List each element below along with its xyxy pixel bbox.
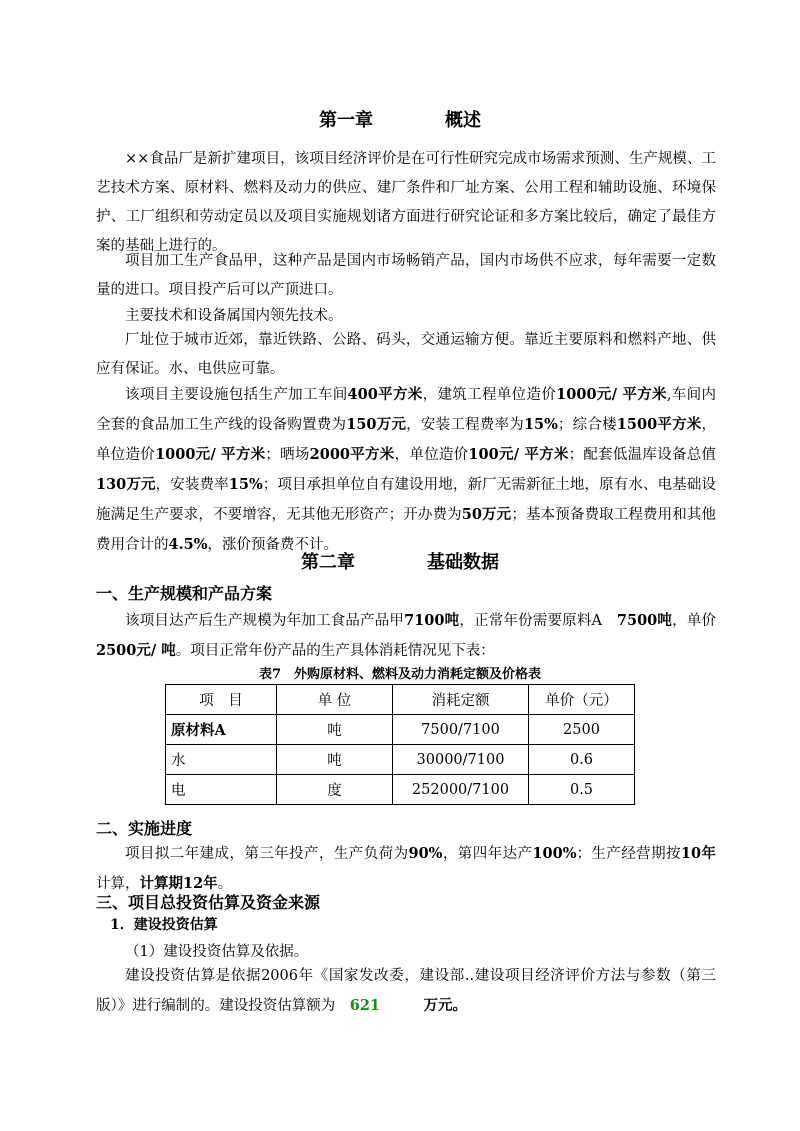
table-cell: 0.5 [529,775,635,805]
ch1-paragraph-2: 项目加工生产食品甲，这种产品是国内市场畅销产品，国内市场供不应求，每年需要一定数量的进口。项目投产后可以产顶进口。 [96,253,716,298]
s1-text-1: 该项目达产后生产规模为年加工食品产品甲 [125,613,405,629]
investment-unit: 万元 [423,997,453,1014]
ch1-paragraph-3: 主要技术和设备属国内领先技术。 [125,308,343,324]
table-cell: 电 [166,775,277,805]
s2-text-5: 。 [217,876,233,892]
section-3-heading: 三、项目总投资估算及资金来源 [96,893,321,912]
p5-bold-7: 2000平方米 [309,446,395,463]
p5-text-6: ，单位造价 [96,417,717,463]
table-header-cell: 单价（元） [529,685,635,715]
table-cell: 度 [277,775,393,805]
p5-text-10: ，安装费率 [155,477,229,493]
s1-text-5: 。项目正常年份产品的生产具体消耗情况见下表： [175,643,495,659]
p5-text-11: ；项目承担单位自有建设用地，新厂无需新征土地，原有水、电基础设施满足生产要求，不要增容，无其他无形资产；开办费为 [96,477,716,523]
table-caption: 表7 外购原材料、燃料及动力消耗定额及价格表 [258,667,542,682]
p5-bold-8: 100元/ 平方米 [468,446,569,463]
section-2-heading: 二、实施进度 [96,819,193,838]
table-row [166,715,635,745]
chapter-1-heading [0,106,800,132]
section-3-paragraph [96,962,716,1021]
s1-bold-2: 7500吨 [616,612,673,629]
s2-text-1: 项目拟二年建成，第三年投产，生产负荷为 [125,846,409,862]
s1-bold-unit: 元/ 吨 [136,642,176,659]
chapter-2-number: 第二章 [301,552,355,573]
s2-text-2: ，第四年达产 [442,846,533,862]
p5-bold-3: 150万元 [346,416,407,433]
s2-bold-2: 100% [532,845,577,862]
p5-text-13: ，涨价预备费不计。 [207,537,339,553]
s2-bold-3: 10年 [680,845,717,862]
p5-text-12: ；基本预备费取工程费用和其他费用合计的 [96,507,717,553]
s2-text-4: 计算， [96,876,140,892]
ch1-paragraph-4: 厂址位于城市近郊，靠近铁路、公路、码头，交通运输方便。靠近主要原料和燃料产地、供应有保证。水、电供应可靠。 [96,332,716,377]
s2-bold-4: 计算期12年 [139,875,218,892]
p5-bold-12: 4.5% [168,536,208,553]
investment-amount: 621 [349,997,381,1014]
p5-text-5: ；综合楼 [557,417,617,433]
p5-bold-4: 15% [523,416,558,433]
table-cell: 30000/7100 [393,745,529,775]
ch1-paragraph-1: ××食品厂是新扩建项目，该项目经济评价是在可行性研究完成市场需求预测、生产规模、工艺技术方案、原材料、燃料及动力的供应、建厂条件和厂址方案、公用工程和辅助设施、环境保护、工厂组织和劳动定员以及项目实施规划诸方面进行研究论证和多方案比较后，确定了最佳方案的基础上进行的。 [96,151,716,254]
s1-text-2: ，正常年份需要原料A [459,613,617,629]
table-cell: 吨 [277,715,393,745]
table-cell: 7500/7100 [393,715,529,745]
s1-text-3: ，单价 [672,613,717,629]
p5-bold-6: 1000元/ 平方米 [155,446,266,463]
table-cell: 水 [166,745,277,775]
chapter-2-heading [0,548,800,574]
section-1-paragraph [96,606,716,666]
p5-bold-10: 15% [228,476,263,493]
p5-text-4: ，安装工程费率为 [406,417,524,433]
p5-text-9: ；配套低温库设备总值 [568,447,716,463]
p5-text-2: ，建筑工程单位造价 [422,387,557,403]
table-header-cell: 单 位 [277,685,393,715]
p5-bold-11: 50万元 [461,506,512,523]
section-1-heading: 一、生产规模和产品方案 [96,584,273,603]
p5-bold-2: 1000元/ 平方米 [556,386,667,403]
p5-bold-5: 1500平方米 [616,416,702,433]
p5-text-8: ，单位造价 [394,447,469,463]
s1-bold-1: 7100吨 [404,612,460,629]
chapter-1-title: 概述 [445,110,481,131]
table-cell: 原材料A [166,715,277,745]
chapter-1-number: 第一章 [319,110,373,131]
item-1-line: （1）建设投资估算及依据。 [125,944,309,960]
table-cell: 252000/7100 [393,775,529,805]
ch1-paragraph-5 [96,380,716,560]
table-cell: 2500 [529,715,635,745]
table-header-cell: 项 目 [166,685,277,715]
table-header-row [166,685,635,715]
p5-text-3: ,车间内全套的食品加工生产线的设备购置费为 [96,387,717,433]
p5-text-7: ；晒场 [265,447,310,463]
table-header-cell: 消耗定额 [393,685,529,715]
table-row [166,745,635,775]
subsection-1-heading: 1．建设投资估算 [110,917,218,933]
s3-text-2: 。 [452,997,468,1014]
chapter-2-title: 基础数据 [427,552,499,573]
s2-bold-1: 90% [408,845,443,862]
s1-bold-3: 2500 [96,642,137,659]
consumption-price-table [165,684,635,805]
s2-text-3: ；生产经营期按 [576,846,681,862]
p5-bold-9: 130万元 [96,476,156,493]
table-cell: 0.6 [529,745,635,775]
table-row [166,775,635,805]
p5-bold-1: 400平方米 [347,386,423,403]
s3-text-1: 建设投资估算是依据2006年《国家发改委，建设部..建设项目经济评价方法与参数（第三版）》进行编制的。建设投资估算额为 [96,968,716,1014]
p5-text-1: 该项目主要设施包括生产加工车间 [125,387,348,403]
table-cell: 吨 [277,745,393,775]
